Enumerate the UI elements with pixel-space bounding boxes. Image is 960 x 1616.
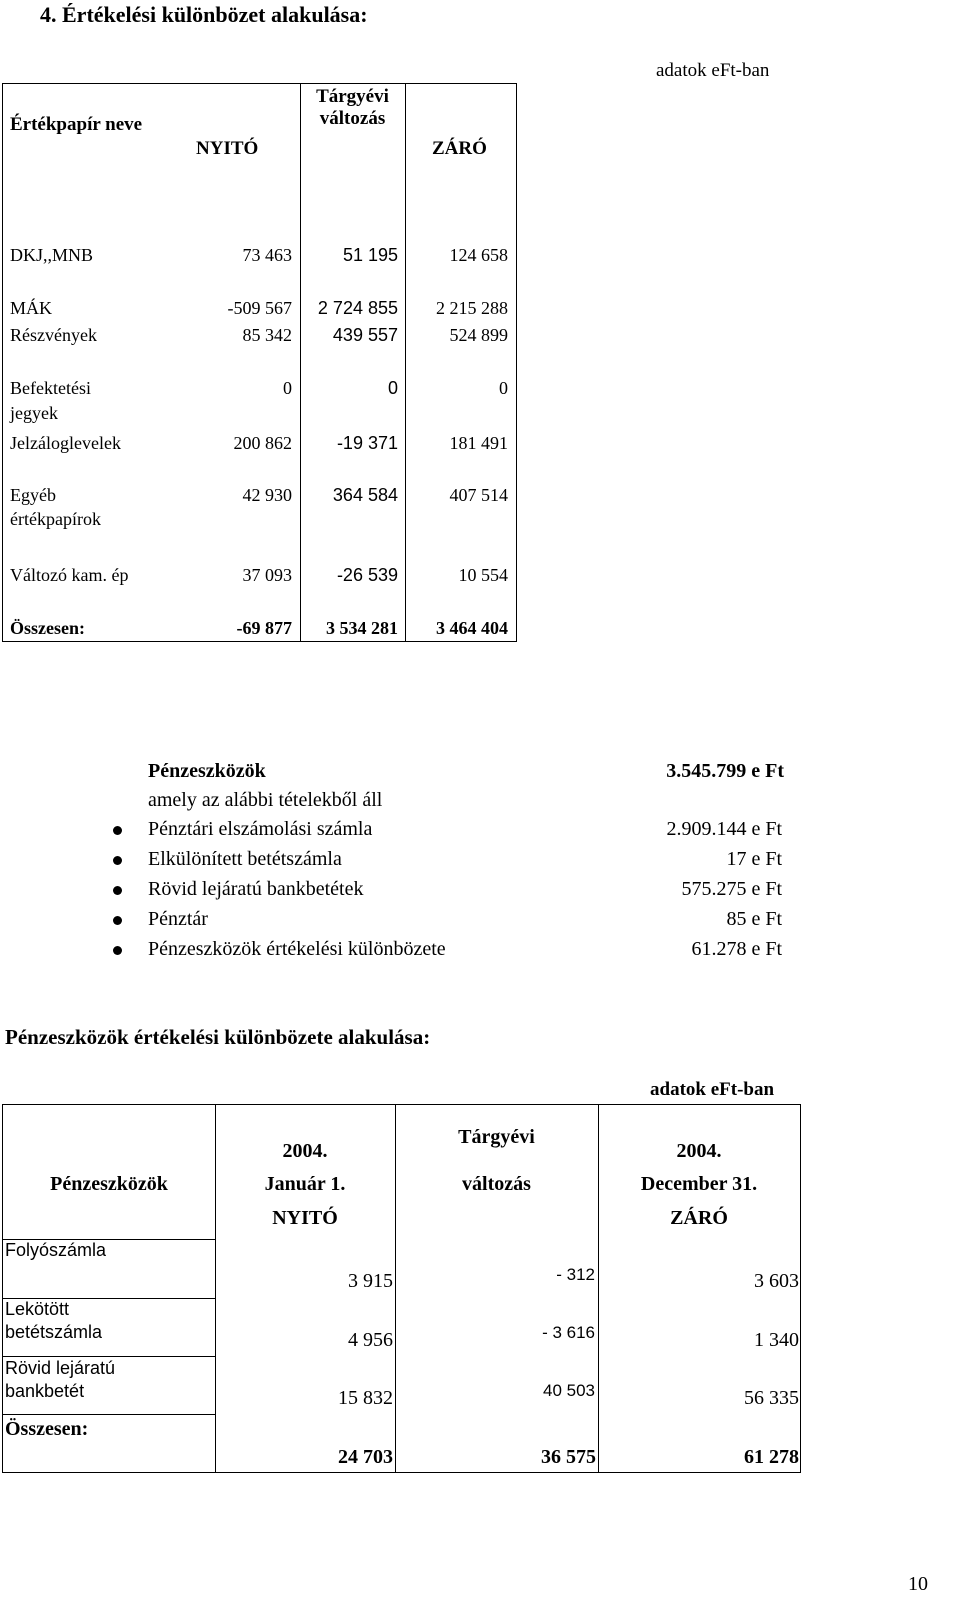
cash-item-label: Pénzeszközök értékelési különbözete (148, 938, 446, 960)
row-close: 3 603 (754, 1270, 799, 1292)
total-change: 36 575 (541, 1446, 596, 1468)
row-name: Részvények (10, 325, 97, 345)
cash-title: Pénzeszközök (148, 760, 266, 782)
cash-item-value: 2.909.144 e Ft (666, 818, 782, 840)
row-open: 4 956 (348, 1329, 393, 1351)
row-change: 364 584 (332, 485, 398, 505)
header-close-3: ZÁRÓ (670, 1207, 728, 1229)
cash-subtitle: amely az alábbi tételekből áll (148, 789, 383, 811)
row-open: 200 862 (233, 433, 292, 453)
cash-title-value: 3.545.799 e Ft (666, 760, 784, 782)
cash-item-label: Pénztári elszámolási számla (148, 818, 373, 840)
bullet-icon (113, 946, 122, 955)
row-open: 37 093 (242, 565, 292, 585)
row-change: 2 724 855 (317, 298, 398, 318)
row-name: Egyéb (10, 485, 56, 505)
row-open: 85 342 (242, 325, 292, 345)
row-name: Változó kam. ép (10, 565, 129, 585)
row-open: 0 (283, 378, 292, 398)
header-open-3: NYITÓ (272, 1207, 338, 1229)
row-name-line2: bankbetét (5, 1381, 85, 1401)
row-name-line2: jegyek (10, 403, 58, 423)
row-name-line2: értékpapírok (10, 509, 101, 529)
cash-item-value: 575.275 e Ft (681, 878, 782, 900)
row-change: 0 (387, 378, 398, 398)
header-close-1: 2004. (676, 1140, 722, 1162)
cash-item-label: Pénztár (148, 908, 208, 930)
header-open: NYITÓ (196, 138, 259, 159)
cash-item-value: 61.278 e Ft (691, 938, 782, 960)
row-close: 181 491 (449, 433, 508, 453)
row-change: -26 539 (336, 565, 398, 585)
row-name: Folyószámla (5, 1240, 107, 1260)
header-open-1: 2004. (282, 1140, 328, 1162)
cash-item-value: 85 e Ft (726, 908, 782, 930)
header-change-1: Tárgyévi (316, 86, 389, 107)
total-change: 3 534 281 (326, 618, 398, 638)
section-title: 4. Értékelési különbözet alakulása: (40, 2, 368, 27)
row-name: Rövid lejáratú (5, 1358, 116, 1378)
cash-item-value: 17 e Ft (726, 848, 782, 870)
header-change-2: változás (462, 1173, 531, 1195)
bullet-icon (113, 856, 122, 865)
row-close: 0 (499, 378, 508, 398)
row-open: -509 567 (227, 298, 292, 318)
row-name: Befektetési (10, 378, 91, 398)
row-name: Jelzáloglevelek (10, 433, 121, 453)
cash-item-label: Rövid lejáratú bankbetétek (148, 878, 364, 900)
row-name-line2: betétszámla (5, 1322, 103, 1342)
row-open: 42 930 (242, 485, 292, 505)
row-change: 51 195 (342, 245, 398, 265)
total-name: Összesen: (10, 618, 85, 638)
row-change: 439 557 (332, 325, 398, 345)
header-change-1: Tárgyévi (458, 1126, 535, 1148)
bullet-icon (113, 916, 122, 925)
total-name: Összesen: (5, 1418, 89, 1440)
bullet-icon (113, 886, 122, 895)
units-label: adatok eFt-ban (656, 60, 770, 81)
row-change: -19 371 (336, 433, 398, 453)
total-close: 3 464 404 (436, 618, 508, 638)
page-number: 10 (908, 1573, 928, 1595)
header-name: Pénzeszközök (50, 1173, 168, 1195)
total-close: 61 278 (744, 1446, 799, 1468)
row-close: 2 215 288 (436, 298, 508, 318)
header-change-2: változás (319, 108, 386, 129)
row-change: - 312 (556, 1265, 595, 1284)
header-name: Értékpapír neve (10, 114, 143, 135)
bullet-icon (113, 826, 122, 835)
row-open: 3 915 (348, 1270, 393, 1292)
row-name: DKJ,,MNB (10, 245, 94, 265)
row-open: 15 832 (338, 1387, 393, 1409)
row-close: 10 554 (458, 565, 508, 585)
units-label: adatok eFt-ban (650, 1079, 775, 1100)
row-close: 56 335 (744, 1387, 799, 1409)
row-name: Lekötött (5, 1299, 70, 1319)
header-close: ZÁRÓ (432, 138, 487, 159)
row-change: - 3 616 (542, 1323, 595, 1342)
row-change: 40 503 (543, 1381, 595, 1400)
header-open-2: Január 1. (264, 1173, 346, 1195)
row-open: 73 463 (242, 245, 292, 265)
header-close-2: December 31. (640, 1173, 758, 1195)
total-open: -69 877 (236, 618, 292, 638)
row-close: 524 899 (449, 325, 508, 345)
row-close: 124 658 (449, 245, 508, 265)
row-close: 1 340 (754, 1329, 799, 1351)
section-title: Pénzeszközök értékelési különbözete alakulása: (5, 1025, 431, 1049)
row-name: MÁK (10, 298, 53, 318)
total-open: 24 703 (338, 1446, 393, 1468)
cash-item-label: Elkülönített betétszámla (148, 848, 342, 870)
row-close: 407 514 (449, 485, 508, 505)
